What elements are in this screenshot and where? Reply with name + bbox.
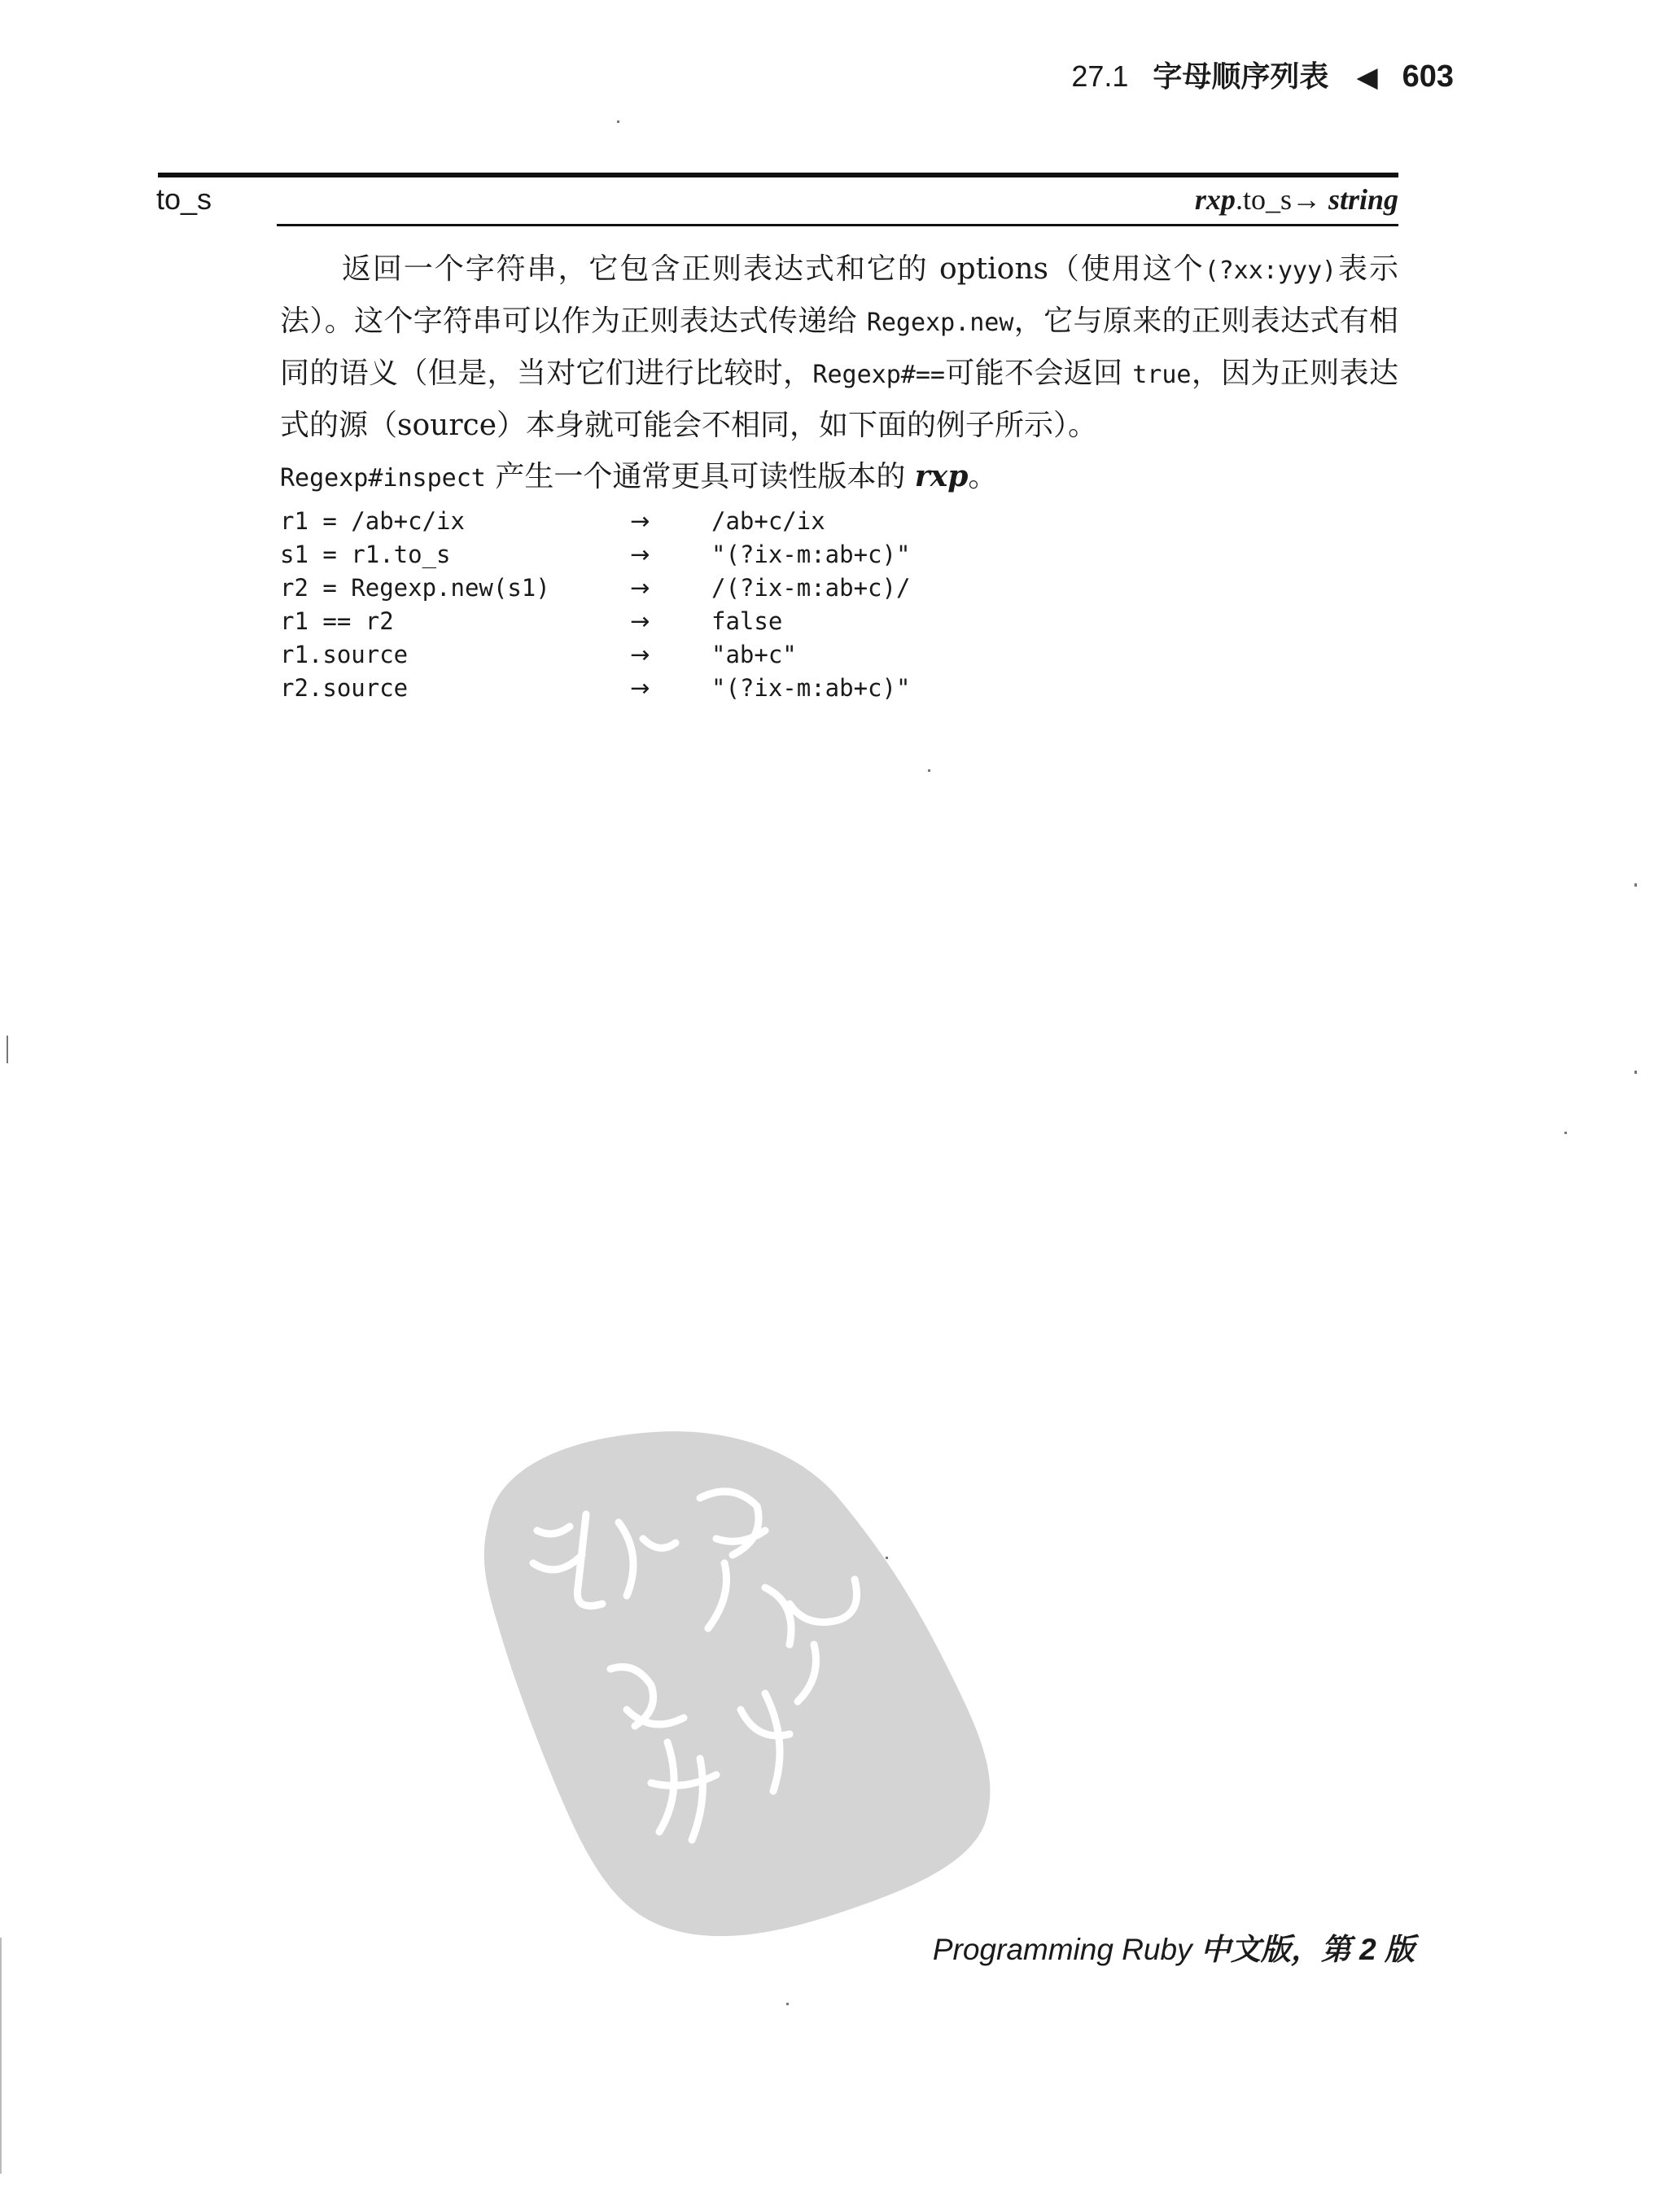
scan-speck [786, 2003, 789, 2005]
code-row: r2 = Regexp.new(s1) → /(?ix-m:ab+c)/ [280, 572, 910, 605]
code-row: r1.source → "ab+c" [280, 638, 910, 672]
signature-return: string [1328, 183, 1398, 216]
page-number: 603 [1402, 59, 1454, 94]
book-footer [933, 1925, 1415, 1969]
description-paragraph: 返回一个字符串，它包含正则表达式和它的 options（使用这个(?xx:yyy)表示法）。这个字符串可以作为正则表达式传递给 Regexp.new，它与原来的正则表达式有相同的语义（但是，当对它们进行比较时，Regexp#==可能不会返回 true，因为正则表达式的源（source）本身就可能会不相同，如下面的例子所示）。 [280, 252, 1398, 442]
signature-rule [277, 224, 1398, 226]
scan-speck [1634, 1071, 1637, 1074]
code-example [280, 505, 910, 705]
arrow-icon: → [630, 507, 650, 535]
arrow-icon: → [630, 574, 650, 602]
method-signature [1195, 182, 1398, 217]
scan-speck [928, 769, 930, 772]
scan-speck [0, 1938, 2, 2174]
arrow-icon: → [630, 641, 650, 668]
scan-speck [1564, 1132, 1567, 1134]
running-header [1071, 54, 1454, 95]
signature-call: .to_s→ [1235, 183, 1328, 216]
code-row: s1 = r1.to_s → "(?ix-m:ab+c)" [280, 538, 910, 572]
arrow-icon: → [630, 541, 650, 568]
scan-speck [1634, 883, 1637, 887]
code-row: r1 = /ab+c/ix → /ab+c/ix [280, 505, 910, 538]
scan-speck [886, 1557, 888, 1559]
scan-speck [617, 120, 619, 123]
left-triangle-icon: ◀ [1356, 62, 1378, 93]
arrow-icon: → [630, 674, 650, 702]
code-row: r1 == r2 → false [280, 605, 910, 638]
arrow-icon: → [630, 607, 650, 635]
method-description [280, 244, 1398, 504]
seal-watermark [456, 1400, 1026, 1954]
top-rule [158, 173, 1398, 177]
section-number: 27.1 [1071, 59, 1129, 93]
section-title: 字母顺序列表 [1153, 59, 1329, 93]
inspect-note: Regexp#inspect 产生一个通常更具可读性版本的 rxp。 [280, 459, 998, 493]
code-row: r2.source → "(?ix-m:ab+c)" [280, 672, 910, 705]
footer-title-cn: 中文版，第 2 版 [1200, 1933, 1415, 1966]
scan-speck [7, 1036, 8, 1063]
signature-receiver: rxp [1194, 183, 1236, 216]
footer-title-en: Programming Ruby [932, 1933, 1201, 1966]
method-name: to_s [156, 182, 212, 216]
